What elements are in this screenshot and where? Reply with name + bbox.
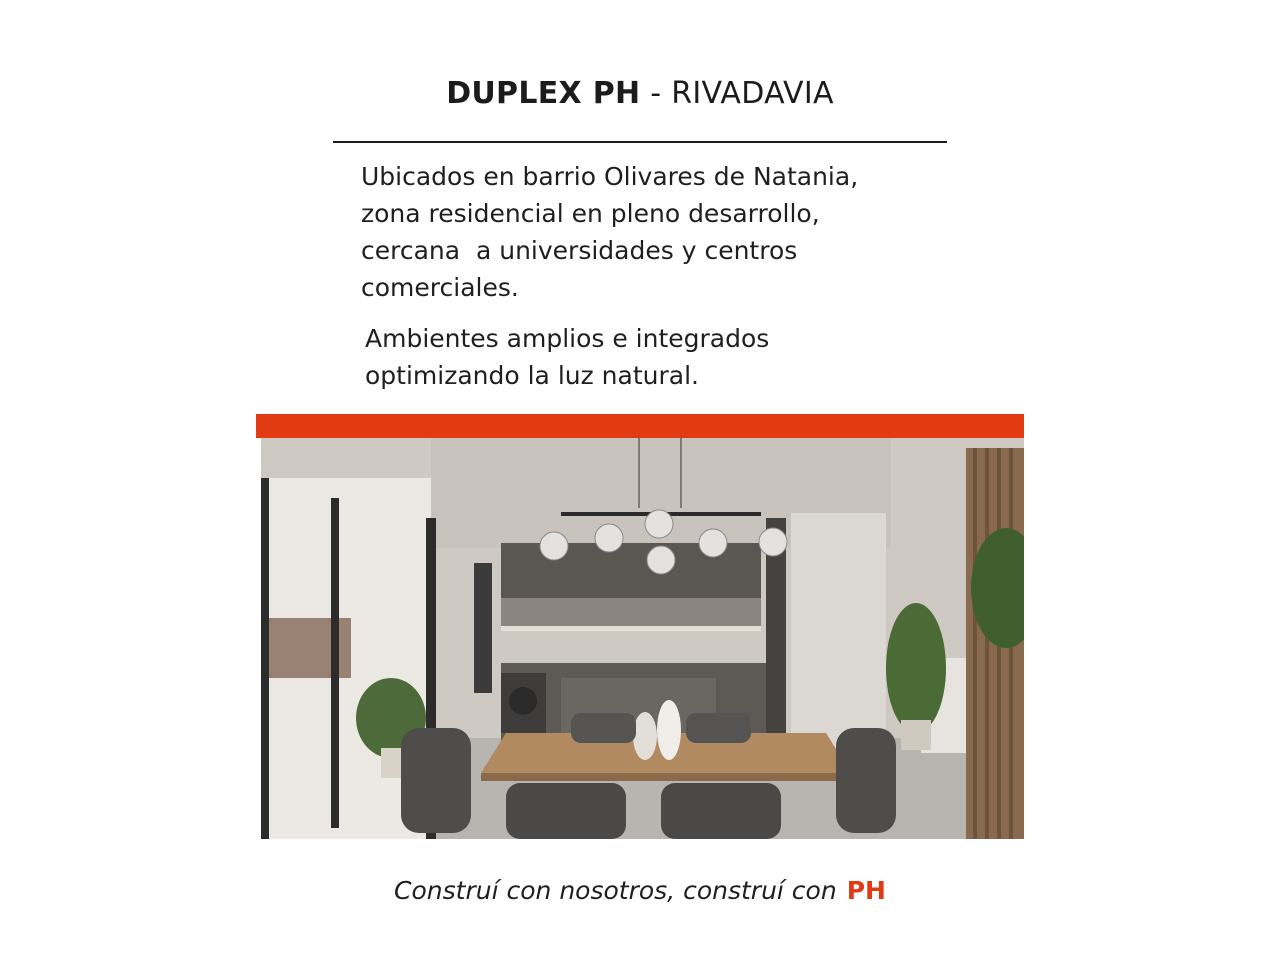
footer-slogan bbox=[0, 876, 1280, 905]
paragraph-2-line: optimizando la luz natural. bbox=[365, 361, 699, 390]
paragraph-1-line: comerciales. bbox=[361, 273, 519, 302]
description-paragraph-2 bbox=[365, 320, 925, 394]
paragraph-1-line: Ubicados en barrio Olivares de Natania, bbox=[361, 162, 859, 191]
description-paragraph-1 bbox=[361, 158, 921, 306]
paragraph-1-line: cercana a universidades y centros bbox=[361, 236, 798, 265]
title-bold: DUPLEX PH bbox=[446, 76, 641, 111]
page-title bbox=[0, 76, 1280, 111]
title-divider bbox=[333, 141, 947, 143]
paragraph-1-line: zona residencial en pleno desarrollo, bbox=[361, 199, 820, 228]
title-rest: - RIVADAVIA bbox=[640, 76, 834, 111]
brand-mark: PH bbox=[846, 876, 886, 905]
paragraph-2-line: Ambientes amplios e integrados bbox=[365, 324, 770, 353]
accent-bar bbox=[256, 414, 1024, 438]
interior-render-image bbox=[261, 438, 1024, 839]
slogan-text: Construí con nosotros, construí con bbox=[394, 876, 837, 905]
